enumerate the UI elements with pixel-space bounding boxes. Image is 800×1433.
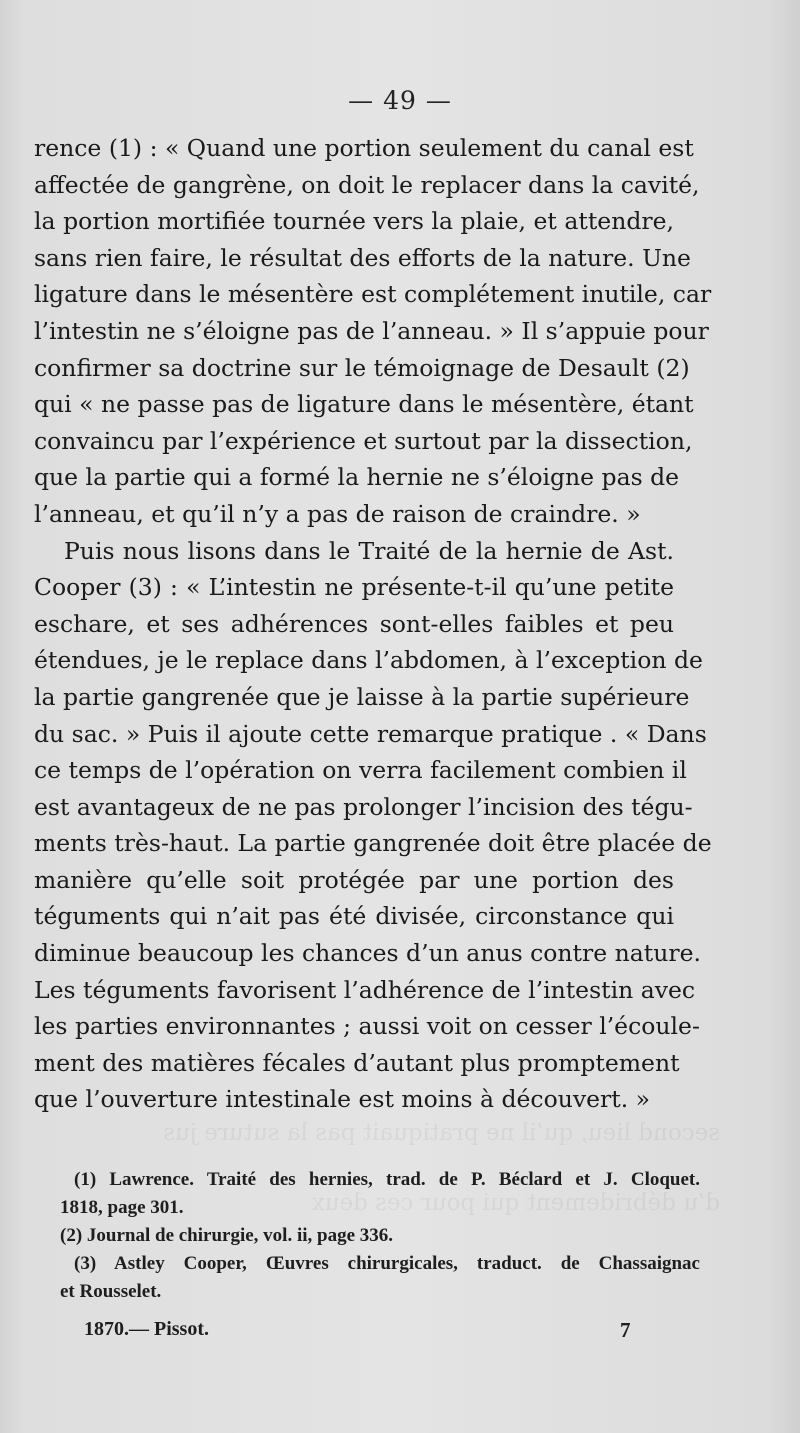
text-line: étendues, je le replace dans l’abdomen, à l’exception de xyxy=(34,646,703,675)
text-line: les parties environnantes ; aussi voit on cesser l’écoule- xyxy=(34,1012,700,1041)
footnote: (2) Journal de chirurgie, vol. ii, page 336. xyxy=(60,1225,394,1246)
text-line: eschare, et ses adhérences sont-elles faibles et peu xyxy=(34,609,674,638)
footnote-continuation: 1818, page 301. xyxy=(60,1197,184,1218)
text-line: du sac. » Puis il ajoute cette remarque pratique . « Dans xyxy=(34,719,707,748)
text-line: la portion mortifiée tournée vers la plaie, et attendre, xyxy=(34,207,674,236)
show-through-text: second lieu, qu’il ne pratiquait pas la suture jus xyxy=(163,1120,720,1146)
text-line: confirmer sa doctrine sur le témoignage de Desault (2) xyxy=(34,353,690,382)
text-line: la partie gangrenée que je laisse à la partie supérieure xyxy=(34,682,690,711)
text-line: convaincu par l’expérience et surtout par la dissection, xyxy=(34,426,693,455)
text-line: Cooper (3) : « L’intestin ne présente-t-il qu’une petite xyxy=(34,573,674,602)
text-line: est avantageux de ne pas prolonger l’incision des tégu- xyxy=(34,792,693,821)
text-line: ment des matières fécales d’autant plus promptement xyxy=(34,1048,680,1077)
footnote-continuation: et Rousselet. xyxy=(60,1281,162,1302)
text-line: rence (1) : « Quand une portion seulement du canal est xyxy=(34,134,694,162)
text-line: l’anneau, et qu’il n’y a pas de raison de craindre. » xyxy=(34,499,641,528)
text-line: qui « ne passe pas de ligature dans le mésentère, étant xyxy=(34,390,694,419)
page-number: — 49 — xyxy=(348,86,452,115)
show-through-text: d’u débridement qui pour ces deux xyxy=(311,1190,720,1216)
text-line: Puis nous lisons dans le Traité de la hernie de Ast. xyxy=(64,536,674,565)
signature-number: 7 xyxy=(620,1318,631,1342)
text-line: que la partie qui a formé la hernie ne s’éloigne pas de xyxy=(34,463,680,492)
text-line: ce temps de l’opération on verra facilement combien il xyxy=(34,756,687,785)
footnote: (1) Lawrence. Traité des hernies, trad. de P. Béclard et J. Cloquet. xyxy=(74,1169,700,1190)
text-line: manière qu’elle soit protégée par une portion des xyxy=(34,865,674,894)
text-line: diminue beaucoup les chances d’un anus contre nature. xyxy=(34,939,701,968)
footnotes xyxy=(60,1166,700,1306)
text-line: Les téguments favorisent l’adhérence de l’intestin avec xyxy=(34,975,696,1004)
text-line: téguments qui n’ait pas été divisée, circonstance qui xyxy=(34,902,674,931)
main-text xyxy=(34,130,712,1118)
text-line: ligature dans le mésentère est complétement inutile, car xyxy=(34,280,712,309)
text-line: ments très-haut. La partie gangrenée doit être placée de xyxy=(34,829,712,858)
text-line: affectée de gangrène, on doit le replacer dans la cavité, xyxy=(34,170,700,199)
text-line: sans rien faire, le résultat des efforts de la nature. Une xyxy=(34,243,691,272)
footnote: (3) Astley Cooper, Œuvres chirurgicales, traduct. de Chassaignac xyxy=(74,1253,700,1274)
signature-mark: 1870.— Pissot. xyxy=(84,1318,209,1340)
text-line: l’intestin ne s’éloigne pas de l’anneau. » Il s’appuie pour xyxy=(34,316,709,345)
text-line: que l’ouverture intestinale est moins à découvert. » xyxy=(34,1085,651,1114)
